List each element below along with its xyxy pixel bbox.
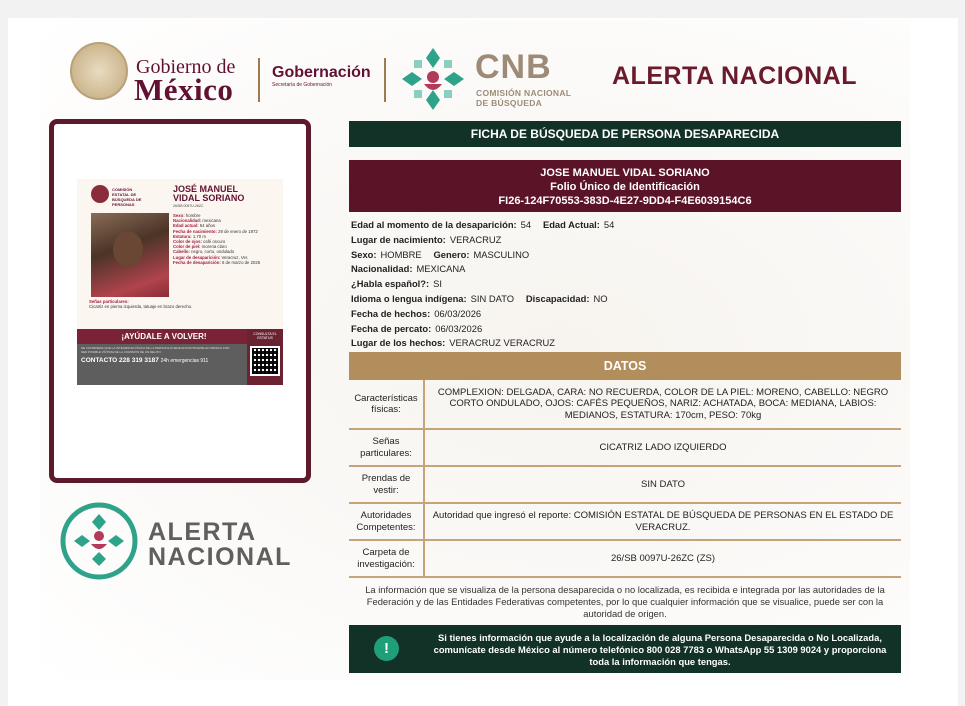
info-row: Sexo: HOMBRE Genero: MASCULINO	[351, 248, 530, 260]
cnb-sub-line1: COMISIÓN NACIONAL	[476, 88, 572, 98]
folio-label: Folio Único de Identificación	[550, 181, 700, 193]
qr-code-icon[interactable]	[250, 346, 280, 376]
gobierno-line1: Gobierno de	[136, 56, 236, 78]
poster-name-line1: JOSÉ MANUEL	[173, 184, 239, 194]
cnb-title: CNB	[475, 48, 552, 86]
datos-title: DATOS	[349, 352, 901, 380]
row-value: SIN DATO	[641, 478, 685, 490]
poster-org: COMISIÓN ESTATAL DE BÚSQUEDA DE PERSONAS	[112, 187, 142, 207]
poster-detail: Color de ojos: café oscuro	[173, 239, 226, 245]
poster-folio: 26/SB 0097U-26ZC	[173, 204, 204, 208]
row-label: Autoridades Competentes:	[349, 504, 425, 539]
cnb-sub-line2: DE BÚSQUEDA	[476, 98, 543, 108]
poster-contact: CONTACTO 228 319 3187 24h emergencias 911	[81, 357, 209, 364]
alerta-nacional-title: ALERTA NACIONAL	[612, 62, 857, 90]
info-row: Fecha de percato: 06/03/2026	[351, 322, 483, 334]
alerta-nacional-logo-text	[148, 520, 292, 570]
person-photo	[91, 213, 169, 297]
info-row: Lugar de los hechos: VERACRUZ VERACRUZ	[351, 337, 556, 349]
info-row: ¿Habla español?: SI	[351, 278, 442, 290]
poster-small-text: SE CONSIDERA QUE LA INTEGRIDAD FÍSICA DE LA PERSONA PUEDE ENCONTRARSE EN RIESGO POR SER POSIBLE VÍCTIMA DE LA COMISIÓN DE UN DELITO	[81, 346, 230, 354]
poster-detail: Cabello: negro, corto, ondulado	[173, 249, 235, 255]
poster-senas: Señas particulares: Cicatriz en pierna izquierda, tatuaje en brazo derecho.	[89, 299, 193, 310]
person-info	[351, 218, 901, 351]
missing-person-poster[interactable]	[77, 179, 283, 385]
gobierno-line2: México	[134, 72, 234, 107]
poster-details	[173, 213, 279, 265]
poster-detail: Color de piel: morena claro	[173, 244, 227, 250]
row-value: Autoridad que ingresó el reporte: COMISIÓN ESTATAL DE BÚSQUEDA DE PERSONAS EN EL ESTADO DE VERACRUZ.	[432, 510, 894, 533]
person-name: JOSE MANUEL VIDAL SORIANO	[540, 167, 710, 179]
contact-box	[349, 625, 901, 673]
poster-detail: Sexo: hombre	[173, 213, 201, 218]
row-label: Prendas de vestir:	[349, 467, 425, 502]
table-row	[349, 380, 901, 430]
alerta-logo-line2: NACIONAL	[148, 543, 292, 571]
info-row: Idioma o lengua indígena: SIN DATO Discapacidad: NO	[351, 292, 608, 304]
mexico-seal-icon	[70, 42, 128, 100]
table-row	[349, 541, 901, 578]
poster-detail: Fecha de desaparición: 6 de marzo de 2026	[173, 259, 261, 265]
poster-frame	[49, 119, 311, 483]
poster-detail: Estatura: 1.70 m	[173, 233, 206, 239]
face-icon	[113, 231, 143, 267]
alerta-logo-line1: ALERTA	[148, 518, 257, 546]
state-seal-icon	[91, 185, 109, 203]
poster-detail: Nacionalidad: mexicana	[173, 218, 221, 224]
row-label: Características físicas:	[349, 380, 425, 428]
poster-detail: Fecha de nacimiento: 29 de enero de 1972	[173, 228, 258, 234]
gobernacion-sub: Secretaría de Gobernación	[272, 82, 333, 88]
info-row: Nacionalidad: MEXICANA	[351, 263, 466, 275]
exclamation-icon: !	[374, 636, 399, 661]
divider	[258, 58, 260, 102]
poster-detail: Edad actual: 54 años	[173, 223, 216, 229]
poster-band	[77, 329, 283, 385]
consulta-label: CONSULTA EL ESTATUS	[253, 332, 277, 340]
folio-value: FI26-124F70553-383D-4E27-9DD4-F4E6039154C6	[498, 195, 752, 207]
info-row: Edad al momento de la desaparición: 54 Edad Actual: 54	[351, 219, 615, 230]
cnb-subtitle	[476, 88, 571, 108]
row-value: COMPLEXION: DELGADA, CARA: NO RECUERDA, COLOR DE LA PIEL: MORENO, CABELLO: NEGRO CORTO ONDULADO, OJOS: CAFÉS PEQUEÑOS, NARIZ: ACHATADA, BOCA: MEDIANA, LABIOS: MEDIANOS, ESTATURA: 170cm, PESO: 70kg	[437, 386, 889, 421]
row-label: Carpeta de investigación:	[349, 541, 425, 576]
cnb-logo-icon	[398, 44, 468, 114]
poster-detail: Lugar de desaparición: Veracruz, Ver.	[173, 254, 249, 260]
poster-name-line2: VIDAL SORIANO	[173, 193, 245, 203]
ficha-title: FICHA DE BÚSQUEDA DE PERSONA DESAPARECIDA	[349, 121, 901, 147]
row-value: 26/SB 0097U-26ZC (ZS)	[610, 552, 715, 564]
row-label: Señas particulares:	[349, 430, 425, 465]
alerta-nacional-logo-icon	[60, 502, 138, 580]
poster-name	[173, 185, 244, 203]
qr-area	[247, 329, 283, 385]
person-name-box	[349, 160, 901, 212]
disclaimer: La información que se visualiza de la persona desaparecida o no localizada, es recibida e integrada por las autoridades de la Federación y de las Entidades Federativas competentes, por lo que cualquier información que se visualice, puede ser con la autoridad de origen.	[365, 584, 885, 619]
table-row	[349, 467, 901, 504]
datos-table	[349, 380, 901, 578]
gobernacion-label: Gobernación	[272, 64, 371, 81]
ayudale-label: ¡AYÚDALE A VOLVER!	[121, 332, 207, 341]
contact-text: Si tienes información que ayude a la localización de alguna Persona Desaparecida o No Localizada, comunícate desde México al número telefónico 800 028 7783 o WhatsApp 55 1309 9024 y proporciona toda la información que tengas.	[433, 632, 887, 667]
poster-contact-area	[77, 344, 247, 385]
info-row: Fecha de hechos: 06/03/2026	[351, 307, 482, 319]
row-value: CICATRIZ LADO IZQUIERDO	[599, 441, 727, 453]
info-row: Lugar de nacimiento: VERACRUZ	[351, 233, 502, 245]
header	[70, 32, 930, 112]
table-row	[349, 504, 901, 541]
table-row	[349, 430, 901, 467]
divider	[384, 58, 386, 102]
